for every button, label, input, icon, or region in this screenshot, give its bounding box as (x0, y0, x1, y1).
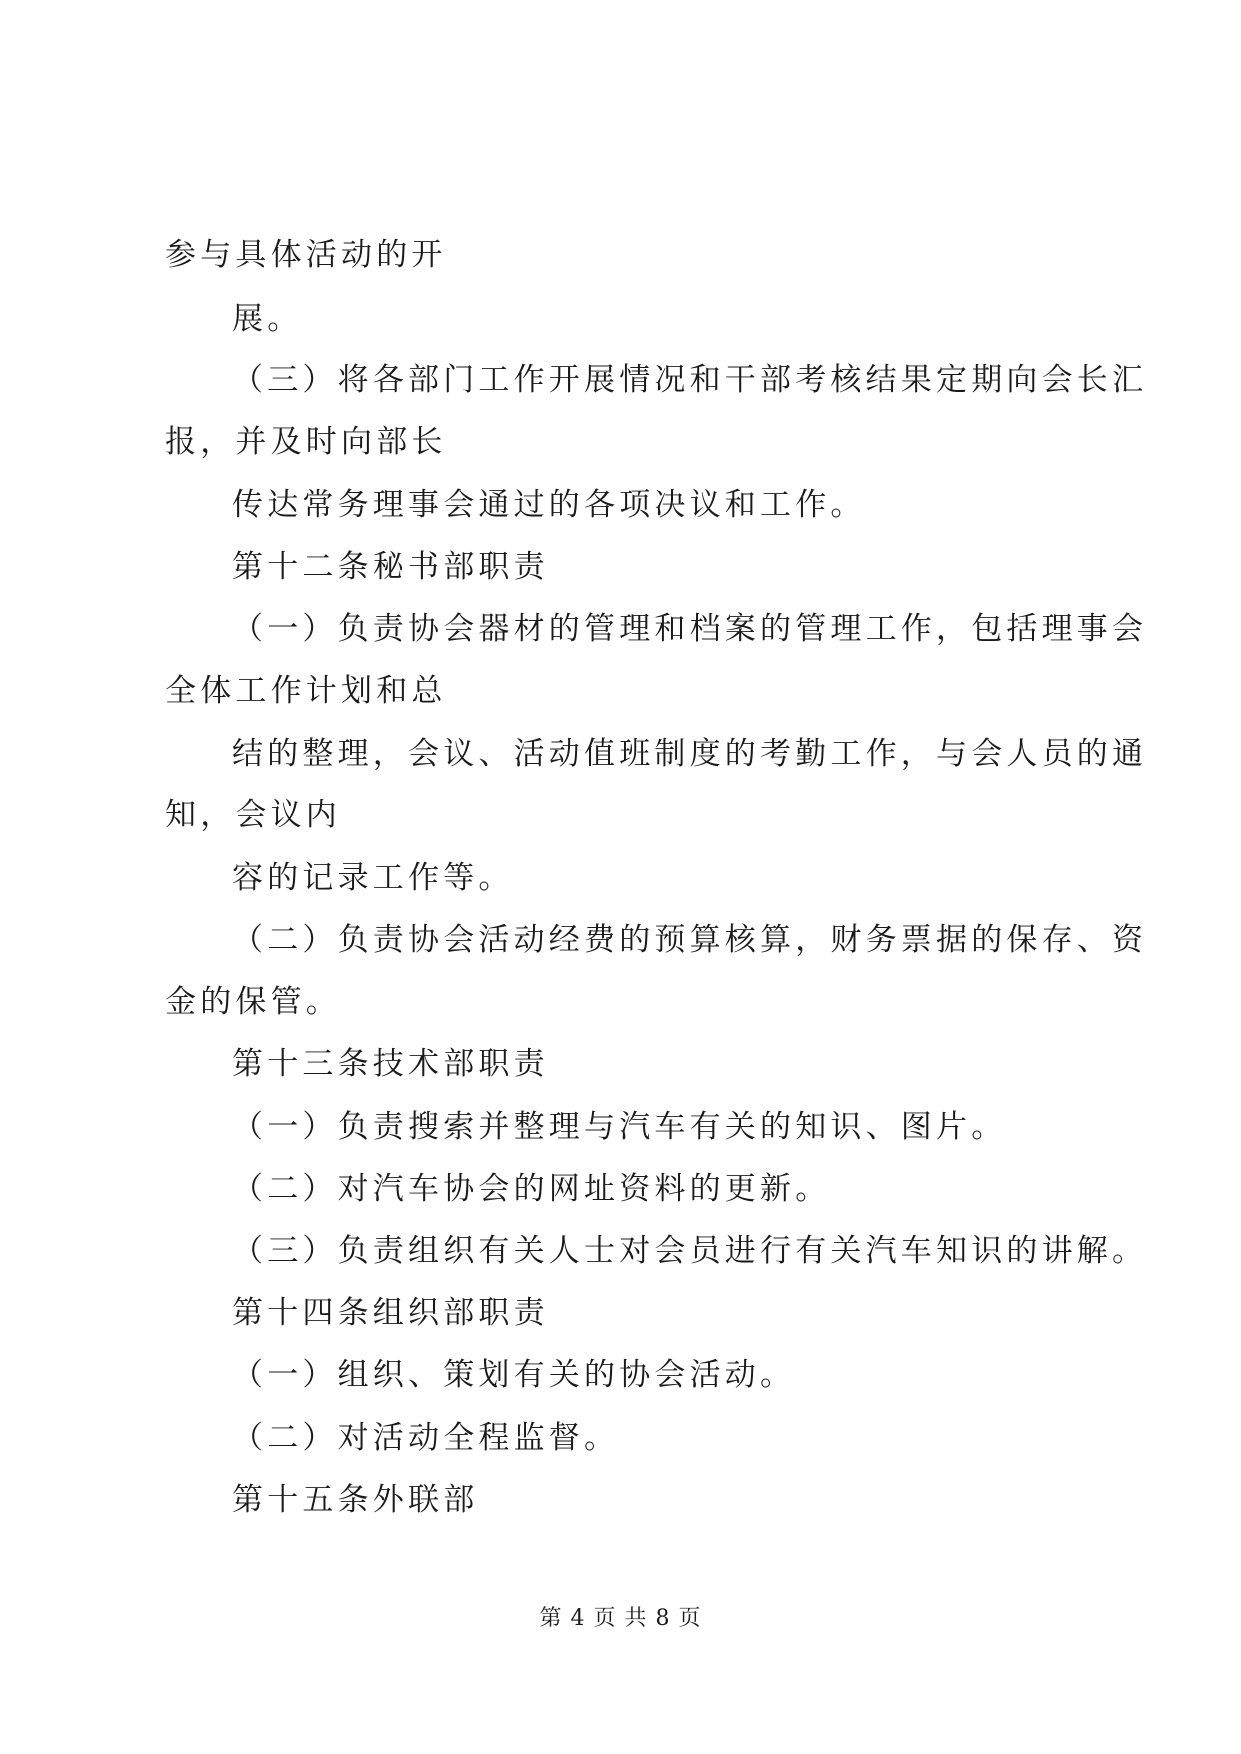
body-text-line: 结的整理，会议、活动值班制度的考勤工作，与会人员的通 (232, 736, 1148, 772)
body-text-line: 容的记录工作等。 (232, 860, 514, 896)
body-text-line: （二）对汽车协会的网址资料的更新。 (232, 1171, 831, 1207)
body-text-line: 参与具体活动的开 (165, 237, 447, 273)
body-text-line: 展。 (232, 301, 303, 337)
body-text-line: （一）组织、策划有关的协会活动。 (232, 1357, 796, 1393)
article-heading: 第十五条外联部 (232, 1482, 479, 1518)
body-text-line: 全体工作计划和总 (165, 673, 447, 709)
body-text-line: （一）负责协会器材的管理和档案的管理工作，包括理事会 (232, 611, 1148, 647)
page-number-footer: 第 4 页 共 8 页 (539, 1606, 702, 1631)
body-text-line: 金的保管。 (165, 984, 341, 1020)
body-text-line: （二）对活动全程监督。 (232, 1420, 620, 1456)
body-text-line: 传达常务理事会通过的各项决议和工作。 (232, 487, 866, 523)
body-text-line: 报，并及时向部长 (165, 424, 447, 460)
body-text-line: （三）将各部门工作开展情况和干部考核结果定期向会长汇 (232, 362, 1148, 398)
body-text-line: 知，会议内 (165, 797, 341, 833)
body-text-line: （三）负责组织有关人士对会员进行有关汽车知识的讲解。 (232, 1233, 1148, 1269)
article-heading: 第十三条技术部职责 (232, 1046, 549, 1082)
body-text-line: （二）负责协会活动经费的预算核算，财务票据的保存、资 (232, 922, 1148, 958)
article-heading: 第十四条组织部职责 (232, 1295, 549, 1331)
article-heading: 第十二条秘书部职责 (232, 549, 549, 585)
body-text-line: （一）负责搜索并整理与汽车有关的知识、图片。 (232, 1109, 1007, 1145)
